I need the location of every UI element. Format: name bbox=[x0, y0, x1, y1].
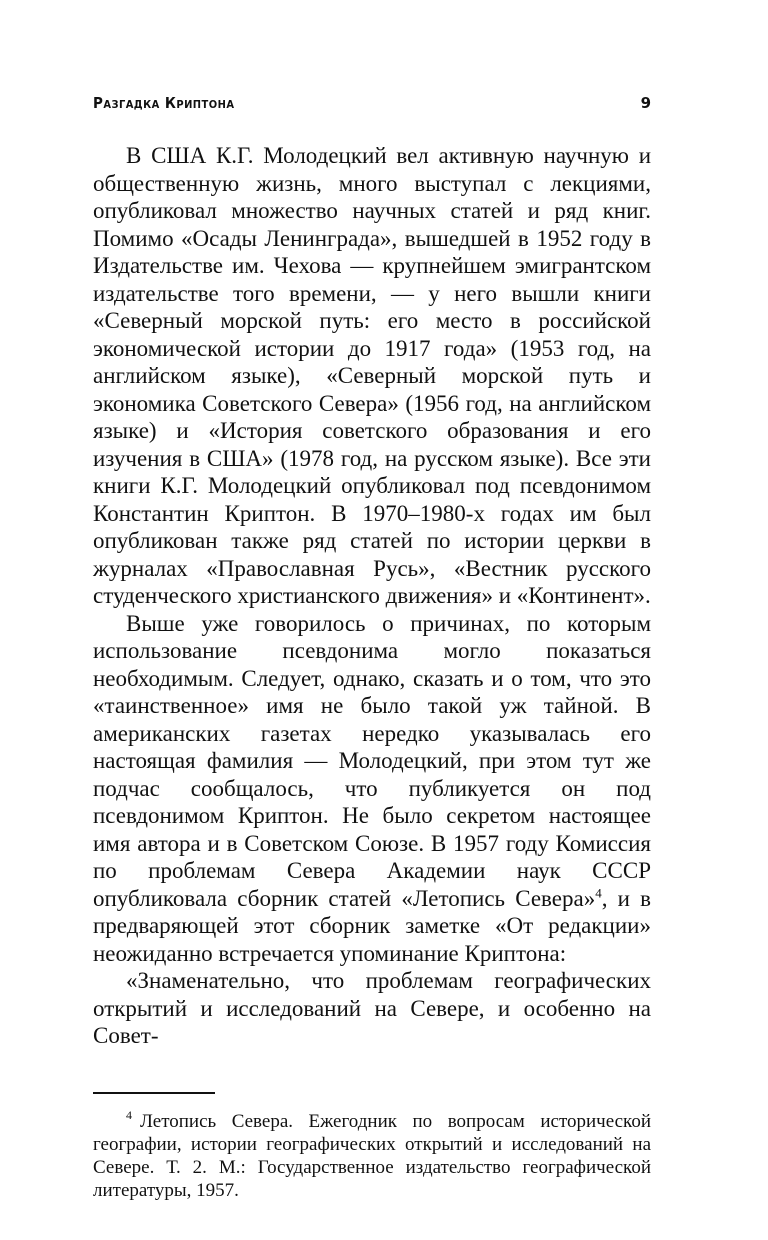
paragraph-text: Выше уже говорилось о причинах, по которым использование псевдонима могло показаться необходимым. Следует, однако, сказать и о том, что это «таинственное» имя не было такой уж тайной. В американских газетах нередко указывалась его настоящая фамилия — Молодецкий, при этом тут же подчас сообщалось, что публикуется он под псевдонимом Криптон. Не было секретом настоящее имя автора и в Советском Союзе. В 1957 году Комиссия по проблемам Севера Академии наук СССР опубликовала сборник статей «Летопись Севера» bbox=[93, 610, 651, 911]
footnotes bbox=[93, 1110, 651, 1202]
paragraph: В США К.Г. Молодецкий вел активную научную и общественную жизнь, много выступал с лекциями, опубликовал множество научных статей и ряд книг. Помимо «Осады Ленинграда», вышедшей в 1952 году в Издательстве им. Чехова — крупнейшем эмигрантском издательстве того времени, — у него вышли книги «Северный морской путь: его место в российской экономической истории до 1917 года» (1953 год, на английском языке), «Северный морской путь и экономика Советского Севера» (1956 год, на английском языке) и «История советского образования и его изучения в США» (1978 год, на русском языке). Все эти книги К.Г. Молодецкий опубликовал под псевдонимом Константин Криптон. В 1970–1980-х годах им был опубликован также ряд статей по истории церкви в журналах «Православная Русь», «Вестник русского студенческого христианского движения» и «Континент». bbox=[93, 143, 651, 608]
paragraph: «Знаменательно, что проблемам географических открытий и исследований на Севере, и особенно на Совет- bbox=[93, 968, 651, 1048]
paragraph bbox=[93, 610, 651, 968]
page-number: 9 bbox=[640, 94, 651, 112]
book-page bbox=[93, 94, 651, 1202]
footnote bbox=[93, 1110, 651, 1202]
paragraph-text: , и в предваряющей этот сборник заметке «От редакции» неожиданно встречается упоминание Криптона: bbox=[93, 885, 651, 966]
body-text bbox=[93, 142, 651, 1050]
footnote-divider bbox=[93, 1092, 215, 1094]
footnote-text: Летопись Севера. Ежегодник по вопросам исторической географии, истории географических открытий и исследований на Севере. Т. 2. М.: Государственное издательство географической литературы, 1957. bbox=[93, 1110, 651, 1201]
footnote-reference: 4 bbox=[595, 884, 602, 900]
running-head bbox=[93, 94, 651, 134]
running-title: Разгадка Криптона bbox=[93, 94, 235, 112]
footnote-mark: 4 bbox=[126, 1108, 132, 1123]
